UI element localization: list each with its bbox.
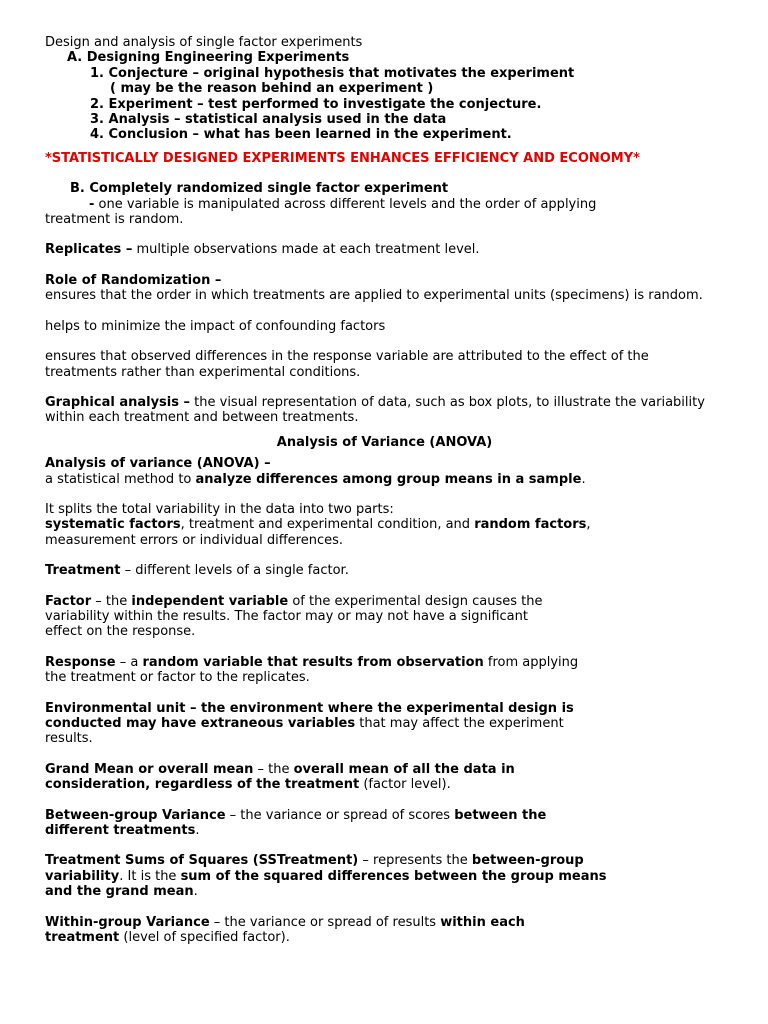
term: Graphical analysis –: [45, 394, 191, 410]
term: Replicates –: [45, 242, 133, 258]
list-item: ( may be the reason behind an experiment ): [110, 81, 434, 97]
list-item: 1. Conjecture – original hypothesis that motivates the experiment: [90, 65, 575, 81]
list-item: 3. Analysis – statistical analysis used in the data: [90, 112, 447, 128]
within-group-paragraph: Within-group Variance – the variance or spread of results within each treatment (level of specified factor).: [45, 914, 525, 946]
randomization-term: Role of Randomization –: [45, 272, 222, 288]
replicates-paragraph: Replicates – multiple observations made at each treatment level.: [45, 242, 480, 258]
anova-definition: a statistical method to analyze differences among group means in a sample.: [45, 471, 586, 487]
response-paragraph: Response – a random variable that results from observation from applying the treatment or factor to the replicates.: [45, 654, 579, 686]
randomization-p1: ensures that the order in which treatments are applied to experimental units (specimens) is random.: [45, 288, 703, 304]
section-a-list: [45, 66, 724, 143]
dash-marker: -: [89, 196, 95, 212]
environmental-paragraph: Environmental unit – the environment where the experimental design is conducted may have extraneous variables that may affect the experiment results.: [45, 700, 574, 747]
section-b-heading: B. Completely randomized single factor experiment: [70, 181, 449, 197]
notice-text: *STATISTICALLY DESIGNED EXPERIMENTS ENHANCES EFFICIENCY AND ECONOMY*: [45, 150, 640, 166]
list-item: 4. Conclusion – what has been learned in the experiment.: [90, 127, 512, 143]
graphical-paragraph: Graphical analysis – the visual representation of data, such as box plots, to illustrate the variability within each treatment and between treatments.: [45, 394, 705, 426]
between-group-paragraph: Between-group Variance – the variance or spread of scores between the different treatments.: [45, 807, 547, 839]
sstreatment-paragraph: Treatment Sums of Squares (SSTreatment) – represents the between-group variability. It is the sum of the squared differences between the group means and the grand mean.: [45, 853, 607, 900]
section-a-heading: A. Designing Engineering Experiments: [67, 50, 350, 66]
anova-term: Analysis of variance (ANOVA) –: [45, 456, 271, 472]
anova-factors: systematic factors, treatment and experimental condition, and random factors, measurement errors or individual differences.: [45, 517, 591, 548]
document-title: Design and analysis of single factor experiments: [45, 35, 363, 50]
randomization-p2: helps to minimize the impact of confounding factors: [45, 318, 386, 334]
grand-mean-paragraph: Grand Mean or overall mean – the overall mean of all the data in consideration, regardless of the treatment (factor level).: [45, 761, 515, 793]
section-b-definition: - one variable is manipulated across different levels and the order of applying: [89, 196, 597, 212]
section-b-definition-cont: treatment is random.: [45, 212, 184, 228]
anova-heading: Analysis of Variance (ANOVA): [276, 434, 493, 450]
treatment-paragraph: Treatment – different levels of a single factor.: [45, 563, 349, 579]
factor-paragraph: Factor – the independent variable of the experimental design causes the variability within the results. The factor may or may not have a significant effect on the response.: [45, 593, 543, 640]
randomization-p3: ensures that observed differences in the response variable are attributed to the effect of the treatments rather than experimental conditions.: [45, 349, 649, 380]
list-item: 2. Experiment – test performed to investigate the conjecture.: [90, 96, 542, 112]
anova-split-intro: It splits the total variability in the data into two parts:: [45, 501, 394, 517]
